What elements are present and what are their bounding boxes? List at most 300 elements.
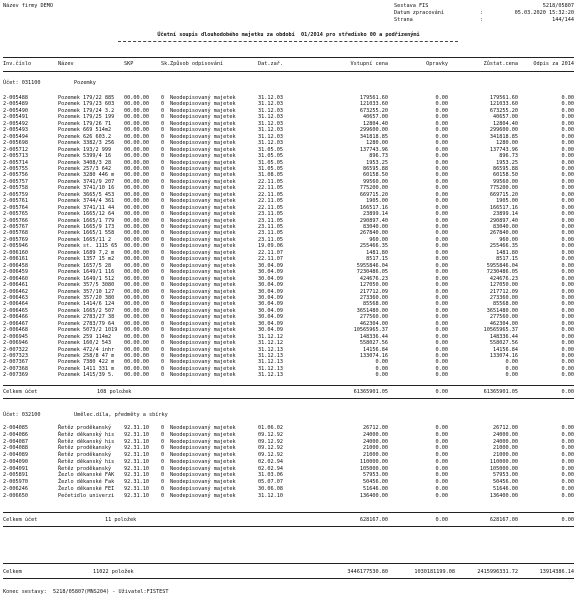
cell-category: 0	[161, 243, 165, 250]
cell-skp: 00.00.00	[124, 114, 149, 121]
cell-name: Pozemek 179/25 199	[58, 114, 115, 121]
cell-residual-value: 21000.00	[493, 445, 518, 452]
cell-date-entered: 22.11.07	[258, 249, 283, 256]
group1-total-entry: 61365901.05	[353, 389, 388, 395]
cell-residual-value: 179561.60	[489, 95, 518, 101]
cell-skp: 00.00.00	[124, 133, 149, 140]
cell-category: 0	[161, 256, 165, 263]
cell-depreciation-method: Neodepisovaný majetek	[170, 243, 236, 250]
cell-name: Pozemek 1415/39 5.	[58, 372, 115, 379]
cell-skp: 00.00.00	[124, 172, 149, 179]
cell-entry-price: 121033.60	[359, 101, 388, 108]
cell-name: Pozemek 1357 15 m2	[58, 256, 115, 263]
cell-entry-price: 7230486.05	[356, 269, 388, 276]
cell-date-entered: 30.06.08	[258, 485, 283, 492]
cell-corrections: 0.00	[435, 236, 448, 243]
cell-corrections: 0.00	[435, 431, 448, 438]
cell-depreciation-2014: 0.00	[561, 114, 574, 121]
cell-residual-value: 3651480.00	[486, 307, 518, 314]
cell-depreciation-method: Neodepisovaný majetek	[170, 262, 236, 269]
cell-skp: 00.00.00	[124, 101, 149, 108]
cell-residual-value: 21000.00	[493, 452, 518, 458]
cell-residual-value: 86595.88	[493, 165, 518, 172]
cell-entry-price: 99560.00	[363, 178, 388, 185]
cell-name: Pozemek 258/8 47 m	[58, 353, 115, 359]
cell-name: Pozemek 1665/1 558	[58, 230, 115, 237]
cell-depreciation-method: Neodepisovaný majetek	[170, 472, 236, 479]
cell-depreciation-method: Neodepisovaný majetek	[170, 288, 236, 295]
cell-residual-value: 217712.09	[489, 288, 518, 295]
cell-corrections: 0.00	[435, 282, 448, 289]
cell-skp: 00.00.00	[124, 294, 149, 301]
cell-date-entered: 22.11.05	[258, 185, 283, 192]
cell-category: 0	[161, 301, 165, 308]
cell-corrections: 0.00	[435, 146, 448, 153]
cell-residual-value: 166517.16	[489, 204, 518, 211]
cell-entry-price: 1280.00	[366, 140, 388, 147]
cell-date-entered: 31.08.05	[258, 172, 283, 179]
cell-corrections: 0.00	[435, 249, 448, 256]
cell-skp: 92.31.10	[124, 438, 149, 445]
cell-category: 0	[161, 472, 165, 479]
grand-total-rule-bottom	[3, 578, 574, 579]
cell-entry-price: 85568.00	[363, 301, 388, 308]
cell-date-entered: 19.09.06	[258, 243, 283, 250]
cell-entry-price: 24000.00	[363, 431, 388, 438]
cell-depreciation-method: Neodepisovaný majetek	[170, 185, 236, 192]
cell-skp: 00.00.00	[124, 288, 149, 295]
cell-category: 0	[161, 146, 165, 153]
cell-depreciation-2014: 0.00	[561, 307, 574, 314]
cell-entry-price: 558027.56	[359, 340, 388, 347]
cell-residual-value: 1905.00	[496, 198, 518, 205]
cell-corrections: 0.00	[435, 425, 448, 431]
cell-depreciation-2014: 0.00	[561, 185, 574, 192]
cell-category: 0	[161, 159, 165, 166]
cell-corrections: 0.00	[435, 346, 448, 353]
cell-residual-value: 136400.00	[489, 492, 518, 499]
cell-depreciation-2014: 0.00	[561, 95, 574, 101]
cell-residual-value: 10565965.37	[483, 327, 518, 334]
cell-name: Pozemek 357/20 380	[58, 294, 115, 301]
date-colon: :	[480, 10, 484, 16]
title-underline	[118, 41, 458, 42]
cell-category: 0	[161, 269, 165, 276]
cell-inv-number: 2-004089	[3, 452, 28, 458]
grand-total-entry: 3446177530.80	[347, 569, 388, 575]
cell-skp: 00.00.00	[124, 307, 149, 314]
cell-date-entered: 01.06.02	[258, 425, 283, 431]
cell-entry-price: 255466.35	[359, 243, 388, 250]
cell-name: Pozemek 3408/3 28	[58, 159, 112, 166]
cell-inv-number: 2-006463	[3, 294, 28, 301]
grand-total-rest: 2415996331.72	[477, 569, 518, 575]
cell-depreciation-2014: 0.00	[561, 275, 574, 282]
cell-depreciation-2014: 0.00	[561, 320, 574, 327]
cell-corrections: 0.00	[435, 307, 448, 314]
cell-depreciation-method: Neodepisovaný majetek	[170, 333, 236, 340]
group2-total-rest: 628167.00	[489, 517, 518, 523]
cell-inv-number: 2-006945	[3, 333, 28, 340]
cell-inv-number: 2-007368	[3, 365, 28, 372]
cell-corrections: 0.00	[435, 191, 448, 198]
cell-inv-number: 2-004091	[3, 465, 28, 472]
cell-name: Pozemek 1665/2 507	[58, 307, 115, 314]
cell-date-entered: 31.12.03	[258, 120, 283, 127]
cell-entry-price: 1481.80	[366, 249, 388, 256]
cell-depreciation-method: Neodepisovaný majetek	[170, 365, 236, 372]
cell-depreciation-method: Neodepisovaný majetek	[170, 479, 236, 485]
cell-name: Pozemek 259 114m2	[58, 333, 112, 340]
cell-skp: 92.31.10	[124, 472, 149, 479]
cell-depreciation-2014: 0.00	[561, 140, 574, 147]
cell-depreciation-2014: 0.00	[561, 262, 574, 269]
cell-entry-price: 673255.20	[359, 107, 388, 114]
cell-category: 0	[161, 101, 165, 108]
cell-depreciation-method: Neodepisovaný majetek	[170, 372, 236, 379]
cell-corrections: 0.00	[435, 333, 448, 340]
cell-name: Pozemek 3382/3 256	[58, 140, 115, 147]
cell-category: 0	[161, 224, 165, 230]
cell-category: 0	[161, 165, 165, 172]
cell-depreciation-method: Neodepisovaný majetek	[170, 95, 236, 101]
group1-total-count: 108 položek	[97, 389, 132, 395]
cell-name: Žezlo děkanské FAK	[58, 472, 115, 479]
cell-date-entered: 30.04.09	[258, 307, 283, 314]
cell-depreciation-2014: 0.00	[561, 282, 574, 289]
cell-skp: 92.31.10	[124, 431, 149, 438]
cell-category: 0	[161, 359, 165, 366]
cell-depreciation-2014: 0.00	[561, 465, 574, 472]
report-footer: Konec sestavy: 5218/05807(MNS204) - Uživatel:FISTEST	[3, 589, 169, 595]
cell-residual-value: 290897.40	[489, 217, 518, 224]
cell-residual-value: 0.00	[505, 365, 518, 372]
cell-depreciation-2014: 0.00	[561, 445, 574, 452]
column-header-corrections: Opravky	[426, 61, 448, 67]
group2-account-label: Účet: 032100	[3, 412, 41, 418]
cell-entry-price: 0.00	[375, 359, 388, 366]
group2-account-name: Umělec.díla, předměty a sbírky	[74, 412, 168, 418]
cell-depreciation-2014: 0.00	[561, 224, 574, 230]
cell-corrections: 0.00	[435, 107, 448, 114]
cell-date-entered: 30.04.09	[258, 301, 283, 308]
cell-skp: 00.00.00	[124, 269, 149, 276]
cell-category: 0	[161, 95, 165, 101]
cell-corrections: 0.00	[435, 217, 448, 224]
cell-skp: 00.00.00	[124, 198, 149, 205]
cell-name: Řetěz proděkanský	[58, 445, 112, 452]
cell-depreciation-method: Neodepisovaný majetek	[170, 211, 236, 218]
cell-depreciation-method: Neodepisovaný majetek	[170, 114, 236, 121]
cell-inv-number: 2-006458	[3, 262, 28, 269]
cell-corrections: 0.00	[435, 288, 448, 295]
cell-entry-price: 179561.60	[359, 95, 388, 101]
cell-date-entered: 23.11.05	[258, 224, 283, 230]
cell-corrections: 0.00	[435, 492, 448, 499]
cell-entry-price: 267840.00	[359, 230, 388, 237]
cell-skp: 00.00.00	[124, 159, 149, 166]
cell-depreciation-2014: 0.00	[561, 485, 574, 492]
cell-name: Pozemek 1649/1 512	[58, 275, 115, 282]
cell-corrections: 0.00	[435, 211, 448, 218]
cell-corrections: 0.00	[435, 269, 448, 276]
header-bottom-rule	[3, 71, 574, 72]
grand-total-count: 11022 položek	[93, 569, 134, 575]
group1-total-rule	[3, 385, 574, 386]
cell-corrections: 0.00	[435, 198, 448, 205]
cell-corrections: 0.00	[435, 95, 448, 101]
cell-entry-price: 110000.00	[359, 458, 388, 465]
cell-depreciation-method: Neodepisovaný majetek	[170, 438, 236, 445]
cell-skp: 92.31.10	[124, 458, 149, 465]
cell-depreciation-2014: 0.00	[561, 230, 574, 237]
group2-total-rule	[3, 512, 574, 513]
cell-depreciation-2014: 0.00	[561, 294, 574, 301]
column-header-skp: SKP	[124, 61, 134, 67]
cell-category: 0	[161, 340, 165, 347]
cell-entry-price: 290897.40	[359, 217, 388, 224]
cell-category: 0	[161, 282, 165, 289]
cell-name: Pozemek 1649/1 116	[58, 269, 115, 276]
cell-depreciation-2014: 0.00	[561, 365, 574, 372]
grand-total-corr: 1030181199.08	[414, 569, 455, 575]
cell-residual-value: 299600.00	[489, 127, 518, 134]
cell-category: 0	[161, 249, 165, 256]
cell-name: Pozemek 357/10 127	[58, 288, 115, 295]
cell-depreciation-method: Neodepisovaný majetek	[170, 452, 236, 458]
cell-inv-number: 2-006462	[3, 288, 28, 295]
grand-total-rule	[3, 563, 574, 564]
cell-entry-price: 14156.84	[363, 346, 388, 353]
cell-inv-number: 2-007323	[3, 353, 28, 359]
cell-inv-number: 2-006459	[3, 269, 28, 276]
cell-name: Pozemek 3741/11 44	[58, 204, 115, 211]
cell-category: 0	[161, 120, 165, 127]
cell-category: 0	[161, 425, 165, 431]
cell-inv-number: 2-004086	[3, 431, 28, 438]
cell-depreciation-method: Neodepisovaný majetek	[170, 165, 236, 172]
cell-entry-price: 51646.00	[363, 485, 388, 492]
cell-entry-price: 23899.14	[363, 211, 388, 218]
cell-depreciation-method: Neodepisovaný majetek	[170, 340, 236, 347]
cell-entry-price: 166517.16	[359, 204, 388, 211]
cell-entry-price: 896.73	[369, 153, 388, 160]
cell-depreciation-2014: 0.00	[561, 438, 574, 445]
cell-name: Řetěz děkanský his	[58, 458, 115, 465]
cell-depreciation-method: Neodepisovaný majetek	[170, 249, 236, 256]
cell-entry-price: 775200.00	[359, 185, 388, 192]
cell-residual-value: 133074.16	[489, 353, 518, 359]
column-header-depreciation-2014: Odpis za 2014	[533, 61, 574, 67]
cell-corrections: 0.00	[435, 101, 448, 108]
cell-inv-number: 2-005767	[3, 224, 28, 230]
cell-skp: 92.31.10	[124, 492, 149, 499]
cell-depreciation-method: Neodepisovaný majetek	[170, 314, 236, 321]
cell-date-entered: 31.05.05	[258, 153, 283, 160]
date-label: Datum zpracování	[394, 10, 444, 16]
cell-entry-price: 50456.00	[363, 479, 388, 485]
cell-name: Pozemek 1665/11 2	[58, 236, 112, 243]
cell-residual-value: 40657.00	[493, 114, 518, 121]
cell-residual-value: 8517.15	[496, 256, 518, 263]
cell-name: Pozemek 3665/5 453	[58, 191, 115, 198]
cell-depreciation-2014: 0.00	[561, 204, 574, 211]
cell-depreciation-method: Neodepisovaný majetek	[170, 107, 236, 114]
cell-skp: 00.00.00	[124, 185, 149, 192]
cell-skp: 00.00.00	[124, 372, 149, 379]
cell-residual-value: 1280.00	[496, 140, 518, 147]
cell-corrections: 0.00	[435, 178, 448, 185]
cell-skp: 00.00.00	[124, 107, 149, 114]
cell-category: 0	[161, 211, 165, 218]
cell-corrections: 0.00	[435, 256, 448, 263]
group1-total-dep: 0.00	[561, 389, 574, 395]
cell-date-entered: 31.12.12	[258, 333, 283, 340]
cell-name: Pozemek 7380 422 m	[58, 359, 115, 366]
cell-category: 0	[161, 314, 165, 321]
cell-inv-number: 2-004090	[3, 458, 28, 465]
cell-inv-number: 2-004088	[3, 445, 28, 452]
cell-inv-number: 2-007322	[3, 346, 28, 353]
cell-category: 0	[161, 172, 165, 179]
cell-depreciation-2014: 0.00	[561, 472, 574, 479]
cell-residual-value: 60158.50	[493, 172, 518, 179]
cell-skp: 00.00.00	[124, 153, 149, 160]
cell-depreciation-method: Neodepisovaný majetek	[170, 191, 236, 198]
cell-category: 0	[161, 452, 165, 458]
cell-category: 0	[161, 107, 165, 114]
cell-skp: 00.00.00	[124, 249, 149, 256]
group2-total-entry: 628167.00	[359, 517, 388, 523]
cell-entry-price: 960.00	[369, 236, 388, 243]
cell-depreciation-method: Neodepisovaný majetek	[170, 492, 236, 499]
cell-entry-price: 341818.85	[359, 133, 388, 140]
cell-depreciation-method: Neodepisovaný majetek	[170, 256, 236, 263]
cell-depreciation-method: Neodepisovaný majetek	[170, 146, 236, 153]
cell-corrections: 0.00	[435, 224, 448, 230]
cell-name: Řetěz proděkanský	[58, 425, 112, 431]
cell-corrections: 0.00	[435, 485, 448, 492]
cell-residual-value: 121033.60	[489, 101, 518, 108]
cell-depreciation-method: Neodepisovaný majetek	[170, 301, 236, 308]
cell-date-entered: 31.12.13	[258, 346, 283, 353]
cell-residual-value: 26712.00	[493, 425, 518, 431]
cell-entry-price: 40657.00	[363, 114, 388, 121]
cell-category: 0	[161, 114, 165, 121]
cell-name: Pozemek 2783/27 38	[58, 314, 115, 321]
cell-name: Pozemek st. 1115 65	[58, 243, 118, 250]
cell-name: Pozemek 1665/1 779	[58, 217, 115, 224]
cell-skp: 00.00.00	[124, 127, 149, 134]
cell-corrections: 0.00	[435, 327, 448, 334]
cell-inv-number: 2-005946	[3, 243, 28, 250]
date-value: 05.03.2020 15:32:20	[514, 10, 574, 16]
cell-date-entered: 30.04.09	[258, 294, 283, 301]
cell-inv-number: 2-006468	[3, 327, 28, 334]
cell-entry-price: 3651480.00	[356, 307, 388, 314]
grand-total-label: Celkem	[3, 569, 22, 575]
cell-depreciation-method: Neodepisovaný majetek	[170, 327, 236, 334]
cell-inv-number: 2-005768	[3, 230, 28, 237]
cell-corrections: 0.00	[435, 465, 448, 472]
cell-name: Řetěz děkanský his	[58, 438, 115, 445]
cell-corrections: 0.00	[435, 438, 448, 445]
cell-date-entered: 31.12.03	[258, 114, 283, 121]
cell-name: Řetěz proděkanský	[58, 465, 112, 472]
cell-date-entered: 31.12.10	[258, 492, 283, 499]
cell-corrections: 0.00	[435, 262, 448, 269]
cell-name: Pozemek 3744/4 361	[58, 198, 115, 205]
cell-residual-value: 0.00	[505, 372, 518, 379]
cell-depreciation-2014: 0.00	[561, 107, 574, 114]
cell-skp: 92.31.10	[124, 479, 149, 485]
cell-corrections: 0.00	[435, 153, 448, 160]
cell-date-entered: 30.04.09	[258, 269, 283, 276]
cell-depreciation-2014: 0.00	[561, 120, 574, 127]
cell-depreciation-2014: 0.00	[561, 288, 574, 295]
cell-inv-number: 2-007367	[3, 359, 28, 366]
cell-date-entered: 31.12.03	[258, 107, 283, 114]
cell-date-entered: 31.12.03	[258, 127, 283, 134]
cell-date-entered: 31.12.13	[258, 353, 283, 359]
cell-depreciation-method: Neodepisovaný majetek	[170, 140, 236, 147]
cell-name: Řetěz děkanský his	[58, 431, 115, 438]
cell-inv-number: 2-005490	[3, 107, 28, 114]
cell-skp: 00.00.00	[124, 243, 149, 250]
cell-depreciation-2014: 0.00	[561, 211, 574, 218]
cell-residual-value: 23899.14	[493, 211, 518, 218]
cell-corrections: 0.00	[435, 458, 448, 465]
cell-skp: 00.00.00	[124, 314, 149, 321]
cell-date-entered: 31.05.05	[258, 146, 283, 153]
cell-skp: 00.00.00	[124, 165, 149, 172]
cell-name: Žezlo děkanské FEI	[58, 485, 115, 492]
cell-inv-number: 2-005488	[3, 95, 28, 101]
cell-entry-price: 217712.09	[359, 288, 388, 295]
cell-date-entered: 30.04.09	[258, 282, 283, 289]
cell-residual-value: 424676.23	[489, 275, 518, 282]
cell-depreciation-method: Neodepisovaný majetek	[170, 485, 236, 492]
cell-depreciation-2014: 0.00	[561, 146, 574, 153]
group2-total-dep: 0.00	[561, 517, 574, 523]
cell-depreciation-method: Neodepisovaný majetek	[170, 204, 236, 211]
cell-depreciation-2014: 0.00	[561, 159, 574, 166]
cell-entry-price: 1953.25	[366, 159, 388, 166]
cell-category: 0	[161, 307, 165, 314]
cell-entry-price: 8517.15	[366, 256, 388, 263]
cell-depreciation-method: Neodepisovaný majetek	[170, 230, 236, 237]
cell-residual-value: 7230486.05	[486, 269, 518, 276]
cell-depreciation-2014: 0.00	[561, 243, 574, 250]
cell-corrections: 0.00	[435, 140, 448, 147]
cell-category: 0	[161, 275, 165, 282]
cell-name: Pozemek 179/26 71	[58, 120, 112, 127]
cell-residual-value: 277560.00	[489, 314, 518, 321]
page-value: 144/144	[552, 17, 574, 23]
cell-name: Pozemek 160/2 543	[58, 340, 112, 347]
cell-entry-price: 137743.96	[359, 146, 388, 153]
cell-inv-number: 2-006946	[3, 340, 28, 347]
cell-skp: 00.00.00	[124, 333, 149, 340]
cell-skp: 00.00.00	[124, 353, 149, 359]
cell-depreciation-method: Neodepisovaný majetek	[170, 294, 236, 301]
cell-depreciation-method: Neodepisovaný majetek	[170, 224, 236, 230]
cell-residual-value: 57953.00	[493, 472, 518, 479]
cell-date-entered: 30.04.09	[258, 327, 283, 334]
group1-total-rest: 61365901.05	[483, 389, 518, 395]
cell-inv-number: 2-005765	[3, 211, 28, 218]
cell-depreciation-2014: 0.00	[561, 340, 574, 347]
